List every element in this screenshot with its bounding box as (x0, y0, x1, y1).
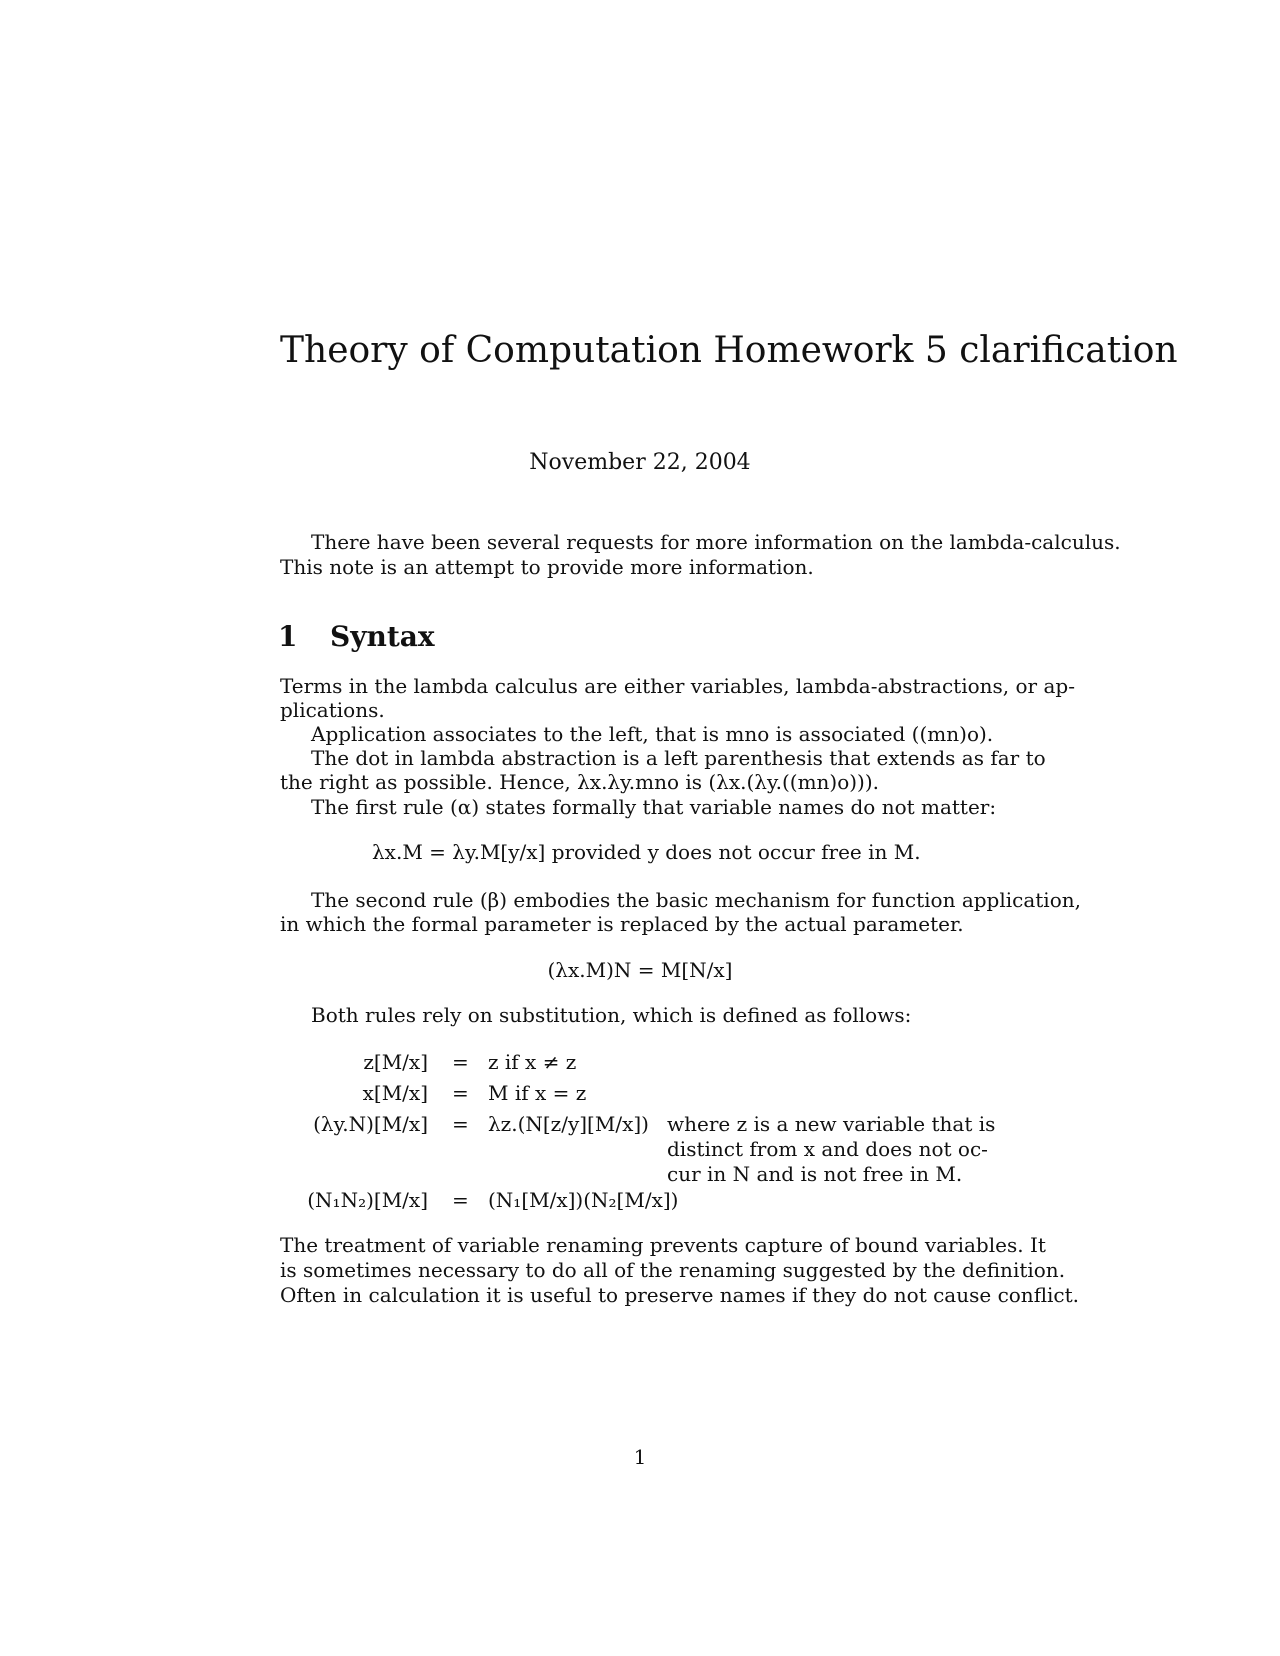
subst-row3-rhs: λz.(N[z/y][M/x]) (488, 1112, 649, 1136)
section-number: 1 (278, 620, 298, 653)
subst-row2-lhs: x[M/x] (362, 1081, 428, 1105)
conclusion-line-3: Often in calculation it is useful to preserve names if they do not cause conflict. (280, 1283, 1080, 1307)
subst-row2-eq: = (452, 1081, 469, 1105)
subst-row3-note-3: cur in N and is not free in M. (667, 1162, 963, 1186)
application-assoc-line: Application associates to the left, that is mno is associated ((mn)o). (311, 722, 994, 746)
dot-line-2: the right as possible. Hence, λx.λy.mno is (λx.(λy.((mn)o))). (280, 770, 880, 794)
terms-line-2: plications. (280, 698, 385, 722)
beta-line-1: The second rule (β) embodies the basic mechanism for function application, (311, 888, 1081, 912)
alpha-intro-line: The first rule (α) states formally that variable names do not matter: (311, 795, 997, 819)
subst-row2-rhs: M if x = z (488, 1081, 587, 1105)
subst-row3-note-2: distinct from x and does not oc- (667, 1137, 988, 1161)
beta-equation: (λx.M)N = M[N/x] (547, 958, 733, 982)
subst-row3-note-1: where z is a new variable that is (667, 1112, 996, 1136)
subst-row4-lhs: (N₁N₂)[M/x] (307, 1188, 428, 1212)
conclusion-line-1: The treatment of variable renaming prevents capture of bound variables. It (280, 1233, 1046, 1257)
conclusion-line-2: is sometimes necessary to do all of the renaming suggested by the definition. (280, 1258, 1066, 1282)
subst-row1-lhs: z[M/x] (363, 1050, 428, 1074)
intro-line-1: There have been several requests for more information on the lambda-calculus. (311, 530, 1121, 554)
page-title: Theory of Computation Homework 5 clarification (280, 330, 1178, 371)
page-number: 1 (633, 1445, 647, 1469)
subst-row1-rhs: z if x ≠ z (488, 1050, 577, 1074)
beta-line-2: in which the formal parameter is replaced by the actual parameter. (280, 912, 964, 936)
subst-row4-rhs: (N₁[M/x])(N₂[M/x]) (488, 1188, 679, 1212)
section-title: Syntax (330, 620, 435, 653)
subst-row3-lhs: (λy.N)[M/x] (313, 1112, 428, 1136)
subst-row1-eq: = (452, 1050, 469, 1074)
dot-line-1: The dot in lambda abstraction is a left parenthesis that extends as far to (311, 746, 1046, 770)
substitution-intro-line: Both rules rely on substitution, which is defined as follows: (311, 1003, 912, 1027)
alpha-equation: λx.M = λy.M[y/x] provided y does not occur free in M. (372, 840, 921, 864)
subst-row3-eq: = (452, 1112, 469, 1136)
document-date: November 22, 2004 (529, 450, 751, 475)
terms-line-1: Terms in the lambda calculus are either variables, lambda-abstractions, or ap- (280, 674, 1075, 698)
intro-line-2: This note is an attempt to provide more information. (280, 555, 814, 579)
subst-row4-eq: = (452, 1188, 469, 1212)
